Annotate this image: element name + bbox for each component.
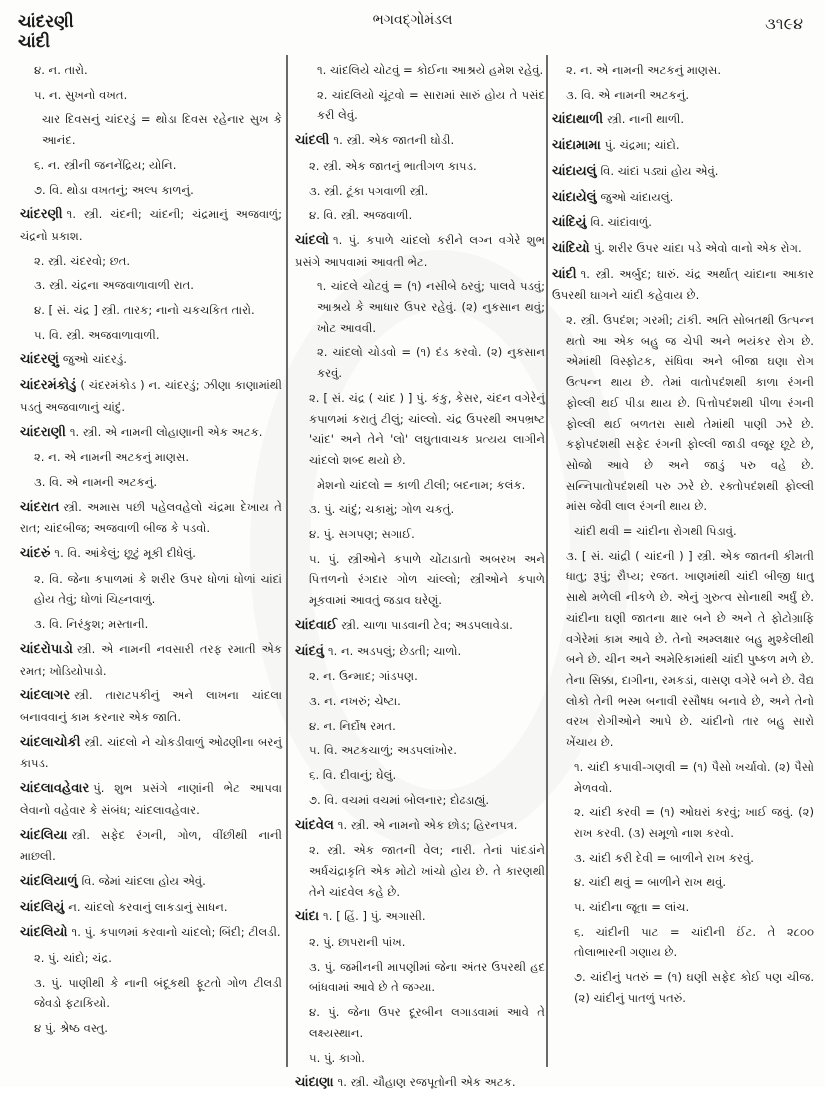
sense-line: ૫. વિ. અટકચાળું; અડપલાંખોર. <box>309 743 457 758</box>
sense-line: ૩. વિ. એ નામની અટકનું. <box>34 474 158 489</box>
headword: ચાંદાયલું <box>552 163 597 179</box>
headword: ચાંદાથાળી <box>552 112 604 128</box>
headword: ચાંદી <box>552 266 577 282</box>
definition-text: પું. શરીર ઉપર ચાંદા પડે એવો વાનો એક રોગ. <box>593 240 802 255</box>
idiom-line: ૫. ચાંદીના જૂતા = લાંચ. <box>574 900 690 915</box>
column-divider <box>546 55 548 1067</box>
headword: ચાંદા <box>295 909 320 925</box>
sense-line: ૩. પું. પાણીથી કે નાની બંદૂકથી ફૂટતો ગોળ ટીલડી જેવડો ફટાકિયો. <box>34 975 282 1011</box>
idiom-line: ૨. ચાંદલો ચોડવો = (૧) દંડ કરવો. (૨) નુકસાન કરવું. <box>317 345 545 381</box>
dictionary-entry <box>552 187 814 209</box>
definition-text: સ્ત્રી. નાની થાળી. <box>607 112 685 127</box>
headword: ચાંદલિયો <box>20 925 68 941</box>
definition-text: વિ. ચાંદાં પડ્યાં હોય એવું. <box>600 163 719 178</box>
definition-text: વિ. જેમાં ચાંદલા હોય એવું. <box>81 873 206 888</box>
sense-line: ૨. પું. છાપરાની પાંખ. <box>309 935 406 950</box>
idiom-line: ૬. ચાંદીની પાટ = ચાંદીની ઈંટ. તે ૨૮૦૦ તોલાભારની ગણાય છે. <box>574 924 814 960</box>
headword: ચાંદલાગર <box>20 688 71 704</box>
dictionary-entry <box>20 639 282 681</box>
sense-line: ૩. વિ. એ નામની અટકનું. <box>566 87 690 102</box>
dictionary-entry <box>552 135 814 157</box>
definition-text: સ્ત્રી. અમાસ પછી પહેલવહેલો ચંદ્રમા દેખાય તે રાત; ચાંદબીજ; અજવાળી બીજ કે પડવો. <box>20 499 282 536</box>
idiom-line: ૪. ચાંદી થવું = બાળીને રાખ થવું. <box>574 875 727 890</box>
guide-word-last: ચાંદી <box>18 32 51 52</box>
dictionary-entry <box>552 264 814 306</box>
definition-text: સ્ત્રી. ચાળા પાડવાની ટેવ; અડપલાવેડા. <box>341 617 513 632</box>
column-2 <box>295 60 545 1098</box>
sense-line: ૪. ન. નિર્દોષ રમત. <box>309 718 396 733</box>
dictionary-entry <box>20 922 282 944</box>
dictionary-entry <box>295 230 545 272</box>
sense-line: ૩. સ્ત્રી. ચંદ્રના અજવાળાવાળી રાત. <box>34 278 194 293</box>
definition-text: ૧. [ હિં. ] પું. અગાસી. <box>323 909 426 924</box>
sense-line: ૬. વિ. દીવાનું; ઘેલું. <box>309 768 397 783</box>
sense-line: ૩. પું. ચાંદું; ચકામું; ગોળ ચકતું. <box>309 502 455 517</box>
definition-text: ૧. સ્ત્રી. ચંદની; ચાંદની; ચંદ્રમાનું અજવાળું; ચંદ્રનો પ્રકાશ. <box>20 207 282 243</box>
headword: ચાંદલાચોકી <box>20 734 81 750</box>
running-title: ભગવદ્ગોમંડલ <box>372 12 453 28</box>
idiom-line: ૭. ચાંદીનું પતરું = (૧) ઘણી સફેદ કોઈ પણ ચીજ. (૨) ચાંદીનું પાતળું પતરું. <box>574 970 814 1005</box>
dictionary-entry <box>20 778 282 820</box>
sense-line: ૪. પું. જેના ઉપર દૂરબીન લગાડવામાં આવે તે લક્ષ્યસ્થાન. <box>309 1005 545 1040</box>
definition-text: ૧. સ્ત્રી. અર્બુદ; ઘારું. ચંદ્ર અર્થાત્ ચાંદાના આકાર ઉપરથી ઘાગને ચાંદી કહેવાય છે. <box>552 266 814 303</box>
definition-text: ૧. સ્ત્રી. એ નામની લોહાણાની એક અટક. <box>69 424 263 439</box>
definition-text: જુઓ ચાંદાયલું. <box>600 189 674 204</box>
sense-line: ૪. પું. સગપણ; સગાઈ. <box>309 527 415 542</box>
sense-line: ૩. વિ. નિરંકુશ; મસ્તાની. <box>34 617 149 632</box>
headword: ચાંદલિયું <box>20 899 65 915</box>
idiom-line: ૨. ચાંદલિયો ચૂંટવો = સારામાં સારું હોય તે પસંદ કરી લેવું. <box>317 87 545 123</box>
definition-text: ૧. પું. કપાળે ચાંદલો કરીને લગ્ન વગેરે શુભ પ્રસંગે આપવામાં આવતી ભેટ. <box>295 232 545 269</box>
sense-line: ૨. ન. એ નામની અટકનું માણસ. <box>34 450 190 465</box>
dictionary-entry <box>20 732 282 774</box>
headword: ચાંદરમંકોડું <box>20 378 77 394</box>
sense-line: ૪. વિ. સ્ત્રી. અજવાળી. <box>309 208 413 223</box>
definition-text: સ્ત્રી. ચાંદલો ને ચોકડીવાળું ઓઢણીના બરનું કાપડ. <box>20 734 282 771</box>
dictionary-entry <box>20 897 282 919</box>
dictionary-entry <box>20 349 282 371</box>
headword: ચાંદિયું <box>552 215 587 231</box>
dictionary-entry <box>295 815 545 837</box>
page-number: ૩૧૯૪ <box>765 14 803 33</box>
dictionary-entry <box>295 906 545 928</box>
headword: ચાંદરાત <box>20 499 60 515</box>
idiom-line: મેશનો ચાંદલો = કાળી ટીલી; બદનામ; કલંક. <box>317 477 526 492</box>
headword: ચાંદરાણી <box>20 424 66 440</box>
definition-text: વિ. ચાંદાંવાળું. <box>590 215 652 230</box>
definition-text: ન. ચાંદલો કરવાનું લાકડાનું સાધન. <box>68 899 228 914</box>
headword: ચાંદરણી <box>20 207 63 223</box>
definition-text: ૧. વિ. આંકેલું; છૂટું મૂકી દીધેલું. <box>54 546 196 561</box>
idiom-line: ચાર દિવસનું ચાંદરડું = થોડા દિવસ રહેનાર સુખ કે આનંદ. <box>42 112 282 148</box>
dictionary-entry <box>552 212 814 234</box>
idiom-line: ૧. ચાંદી કપાવી-ગણવી = (૧) પૈસો ખર્ચાવો. (૨) પૈસો મેળવવો. <box>574 759 814 795</box>
column-3 <box>552 60 814 1013</box>
sense-line: ૪. [ સં. ચંદ્ર ] સ્ત્રી. તારક; નાનો ચકચકિત તારો. <box>34 303 255 318</box>
headword: ચાંદલિયા <box>20 827 68 843</box>
idiom-line: ૩. ચાંદી કરી દેવી = બાળીને રાખ કરવું. <box>574 850 754 865</box>
dictionary-entry <box>20 204 282 246</box>
definition-text: સ્ત્રી. સફેદ રંગની, ગોળ, વીંછીથી નાની માછલી. <box>20 827 282 864</box>
definition-text: જુઓ ચાંદરડું. <box>62 352 127 367</box>
sense-line: ૪. ન. તારો. <box>34 63 88 77</box>
sense-line: ૭. વિ. વચમાં વચમાં બોલનાર; દોઢડાહ્યું. <box>309 792 490 807</box>
sense-line: ૨. [ સં. ચંદ્ર ( ચાંદ ) ] પું. કંકુ, કેસર, ચંદન વગેરેનું કપાળમાં કરાતું ટીલું; ચાંલ્લો. ચંદ્ર ઉપરથી અપભ્રષ્ટ 'ચાંદ' અને તેને 'લો' લઘુતાવાચક પ્રત્યય લાગીને ચાંદલો શબ્દ થયો છે. <box>309 390 545 467</box>
sense-line: ૫. પું. કાગો. <box>309 1050 365 1065</box>
definition-text: પું. શુભ પ્રસંગે નાણાંની ભેટ આપવા લેવાનો વહેવાર કે સંબંધ; ચાંદલાવહેવાર. <box>20 781 282 817</box>
definition-text: ૧. સ્ત્રી. એક જાતની ઘોડી. <box>333 133 455 148</box>
headword: ચાંદરોપાડો <box>20 641 73 657</box>
headword: ચાંદરું <box>20 546 51 562</box>
column-divider <box>286 55 288 1067</box>
dictionary-entry <box>20 825 282 867</box>
guide-word-first: ચાંદરણી <box>18 12 74 32</box>
sense-line: ૩. [ સં. ચાંદ્રી ( ચાંદની ) ] સ્ત્રી. એક જાતની કીમતી ધાતુ; રૂપું; રૌપ્ય; રજત. ખાણમાંથી ચાંદી બીજી ધાતુ સાથે મળેલી નીકળે છે. એનું ગુરુત્વ સોનાથી અર્ધું છે. ચાંદીના ઘણી જાતના ક્ષાર બને છે અને તે ફોટોગ્રાફિ વગેરેમાં કામ આવે છે. તેનો અમ્લક્ષાર બહુ મુશ્કેલીથી બને છે. ચીન અને અમેરિકામાંથી ચાંદી પુષ્કળ મળે છે. તેના સિક્કા, દાગીના, રમકડાં, વાસણ વગેરે બને છે. વૈદ્ય લોકો તેની ભસ્મ બનાવી રસૌષધ બનાવે છે, અને તેનો વરખ રોગીઓને આપે છે. ચાંદીનો તાર બહુ સારો ખેંચાય છે. <box>566 548 814 750</box>
sense-line: ૩. પું. જમીનની માપણીમાં જેના અંતર ઉપરથી હદ બાંધવામાં આવે છે તે જગ્યા. <box>309 959 545 995</box>
definition-text: સ્ત્રી. તારાટપકીનું અને લાખના ચાંદલા બનાવવાનું કામ કરનાર એક જાતિ. <box>20 688 282 724</box>
headword: ચાંદાયેલું <box>552 189 597 205</box>
dictionary-entry <box>552 161 814 183</box>
headword: ચાંદિયો <box>552 240 590 256</box>
idiom-line: ૧. ચાંદલે ચોટવું = (૧) નસીબે ઠરવું; પાલવે પડવું; આશ્રયે કે આધાર ઉપર રહેવું. (૨) નુકસાન થવું; ખોટ આવવી. <box>317 279 545 335</box>
headword: ચાંદરણું <box>20 352 59 368</box>
sense-line: ૨. વિ. જેના કપાળમાં કે શરીર ઉપર ધોળાં ધોળાં ચાંદાં હોય તેવું; ધોળાં ચિહ્નવાળું. <box>34 571 282 607</box>
sense-line: ૨. ન. ઉન્માદ; ગાંડપણ. <box>309 669 418 684</box>
sense-line: ૨. સ્ત્રી. એક જાતની વેલ; નારી. તેનાં પાંદડાંને અર્ધચંદ્રાકૃતિ એક મોટો ખાંચો હોય છે. તે કારણથી તેને ચાંદવેલ કહે છે. <box>309 843 545 899</box>
headword: ચાંદાણા <box>295 1075 334 1091</box>
headword: ચાંદામામા <box>552 138 601 154</box>
idiom-line: ચાંદી થવી = ચાંદીના રોગથી પિડાવું. <box>574 524 737 539</box>
headword: ચાંદલી <box>295 133 330 149</box>
dictionary-entry <box>20 871 282 893</box>
sense-line: ૪ પું. શ્રેષ્ઠ વસ્તુ. <box>34 1021 108 1036</box>
sense-line: ૬. ન. સ્ત્રીની જનનેંદ્રિય; યોનિ. <box>34 157 177 172</box>
dictionary-entry <box>20 497 282 539</box>
sense-line: ૩. ન. નખરું; ચેષ્ટા. <box>309 693 401 708</box>
definition-text: ( ચંદરમંકોડ ) ન. ચાંદરડું; ઝીણા કાણામાંથી પડતું અજવાળાનું ચાંદું. <box>20 378 282 414</box>
headword: ચાંદલાવહેવાર <box>20 781 90 797</box>
sense-line: ૫. ન. સુખનો વખત. <box>34 87 128 102</box>
dictionary-entry <box>295 1072 545 1094</box>
definition-text: ૧. ન. અડપલું; છેડતી; ચાળો. <box>327 643 462 658</box>
sense-line: ૨. સ્ત્રી. ઉપદંશ; ગરમી; ટાંકી. અતિ સોબતથી ઉત્પન્ન થતો આ એક બહુ જ ચેપી અને ભયંકર રોગ છે. એમાંથી વિસ્ફોટક, સંધિવા અને બીજા ઘણા રોગ ઉત્પન્ન થાય છે. તેમાં વાતોપદંશથી કાળા રંગની ફોલ્લી થઈ પીડા થાય છે. પિત્તોપદંશથી પીળા રંગની ફોલ્લી થઈ બળતરા સાથે તેમાંથી પાણી ઝરે છે. કફોપદંશથી સફેદ રંગની ફોલ્લી જાડી વજૂર છૂટે છે, સોજો આવે છે અને જાડું પરુ વહે છે. સન્નિપાતોપદંશથી પરુ ઝરે છે. રક્તોપદંશથી ફોલ્લી માંસ જેવી લાલ રંગની થાય છે. <box>566 313 814 514</box>
definition-text: પું. ચંદ્રમા; ચાંદો. <box>604 138 680 153</box>
dictionary-entry <box>295 641 545 663</box>
sense-line: ૩. સ્ત્રી. ટૂંકા પગવાળી સ્ત્રી. <box>309 183 429 198</box>
headword: ચાંદવું <box>295 643 324 659</box>
definition-text: સ્ત્રી. એ નામની નવસારી તરફ રમાતી એક રમત; ખોડિયોપાડો. <box>20 641 282 678</box>
idiom-line: ૧. ચાંદલિયે ચોટવું = કોઈના આશ્રયે હમેશ રહેવું. <box>317 63 544 77</box>
dictionary-entry <box>20 543 282 565</box>
dictionary-entry <box>20 685 282 727</box>
idiom-line: ૨. ચાંદી કરવી = (૧) ઓઘરાં કરવું; ખાઈ જવું. (૨) રાખ કરવી. (૩) સમૂળો નાશ કરવો. <box>574 805 814 840</box>
headword: ચાંદલો <box>295 232 329 248</box>
dictionary-entry <box>20 422 282 444</box>
sense-line: ૫. પું. સ્ત્રીઓને કપાળે ચોંટાડાતો અબરખ અને પિત્તળનો રંગદાર ગોળ ચાંલ્લો; સ્ત્રીઓને કપાળે મૂકવામાં આવતું જડાવ ઘરેણું. <box>309 551 545 608</box>
sense-line: ૨. સ્ત્રી. એક જાતનું ભાતીગળ કાપડ. <box>309 158 477 173</box>
column-1 <box>20 60 282 1043</box>
sense-line: ૨. ન. એ નામની અટકનું માણસ. <box>566 63 722 77</box>
definition-text: ૧. પું. કપાળમાં કરવાનો ચાંદલો; બિંદી; ટીલડી. <box>71 925 281 940</box>
sense-line: ૨. સ્ત્રી. ચંદરવો; છત. <box>34 253 131 268</box>
dictionary-entry <box>295 615 545 637</box>
sense-line: ૨. પું. ચાંદો; ચંદ્ર. <box>34 951 112 966</box>
dictionary-entry <box>20 375 282 417</box>
headword: ચાંદલિયાળું <box>20 873 78 889</box>
dictionary-entry <box>295 130 545 152</box>
dictionary-entry <box>552 238 814 260</box>
headword: ચાંદવેલ <box>295 817 334 833</box>
definition-text: ૧. સ્ત્રી. ચૌહાણ રજપૂતોની એક અટક. <box>337 1075 516 1090</box>
dictionary-entry <box>552 109 814 131</box>
headword: ચાંદવાઈ <box>295 617 338 633</box>
sense-line: ૭. વિ. થોડા વખતનું; અલ્પ કાળનું. <box>34 182 194 197</box>
definition-text: ૧. સ્ત્રી. એ નામનો એક છોડ; હિરનપત્ર. <box>337 817 518 832</box>
sense-line: ૫. વિ. સ્ત્રી. અજવાળાવાળી. <box>34 327 160 342</box>
